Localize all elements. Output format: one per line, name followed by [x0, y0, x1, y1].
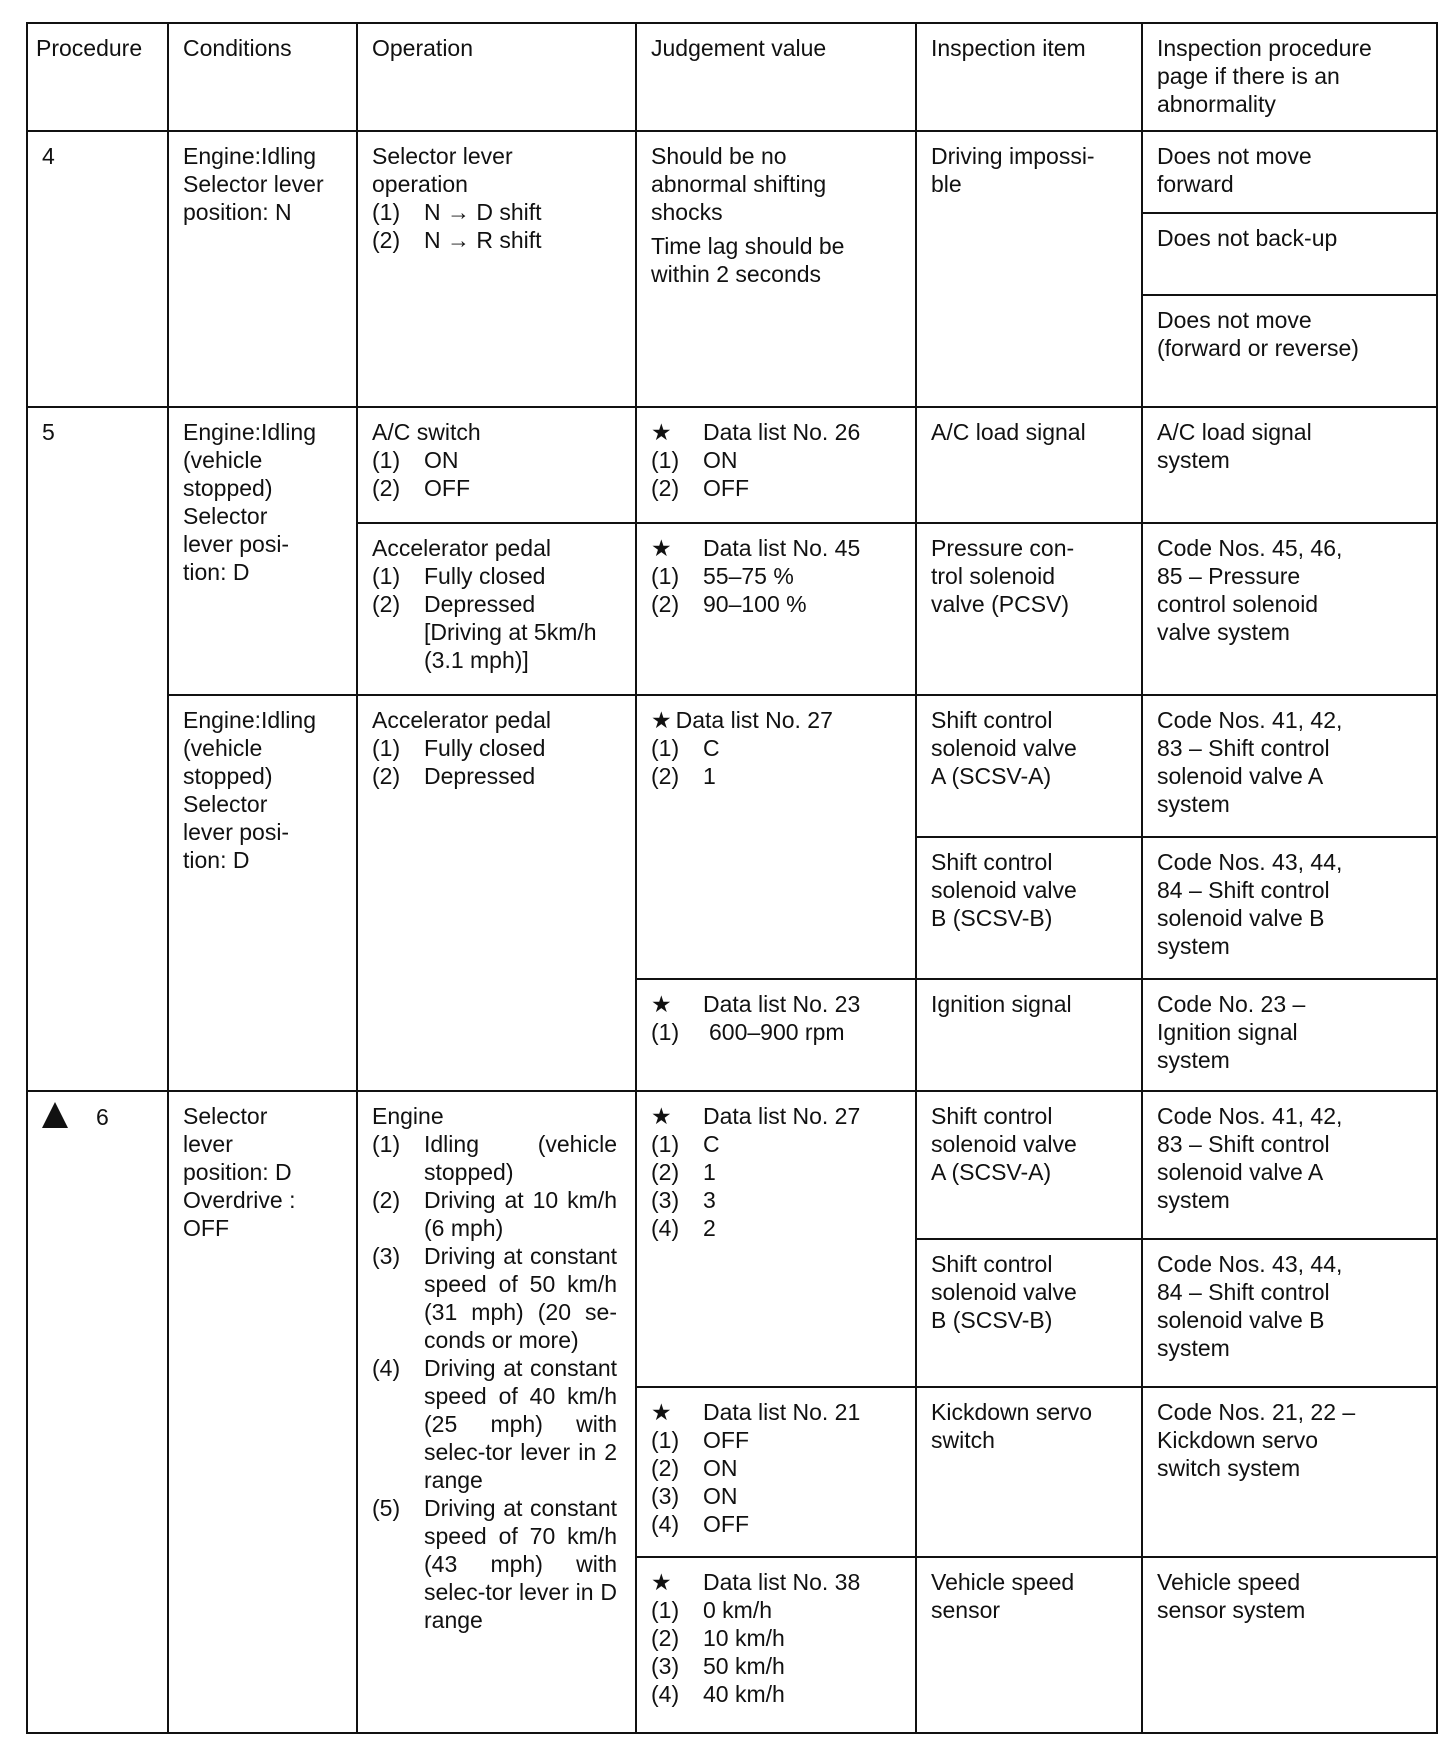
- text-line: Code Nos. 41, 42,: [1157, 1103, 1343, 1129]
- text-line: trol solenoid: [931, 563, 1056, 589]
- text-line: Shift control: [931, 1251, 1053, 1277]
- text-line: [651, 706, 905, 734]
- list-number: (2): [372, 591, 401, 617]
- list-text: OFF: [703, 1511, 749, 1537]
- text-line: system: [1157, 1047, 1230, 1073]
- text-line: Kickdown servo: [1157, 1427, 1319, 1453]
- text-line: sensor system: [1157, 1597, 1306, 1623]
- text-line: Selector: [183, 791, 268, 817]
- star-marker: ★: [651, 707, 672, 733]
- list-item: [372, 474, 625, 502]
- text-line: Driving impossi-: [931, 143, 1095, 169]
- abnormality-4b: [1142, 213, 1437, 295]
- list-text: 40 km/h: [703, 1681, 785, 1707]
- procedure-6: [27, 1091, 168, 1733]
- conditions-4: [168, 131, 357, 407]
- list-number: (3): [651, 1483, 680, 1509]
- list-text: Fully closed: [424, 563, 546, 589]
- list-item: [651, 1596, 905, 1624]
- list-number: (3): [372, 1243, 401, 1269]
- text-line: Engine:Idling: [183, 707, 316, 733]
- list-number: (1): [651, 1597, 680, 1623]
- text-line: Code Nos. 43, 44,: [1157, 849, 1343, 875]
- procedure-4: 4: [27, 131, 168, 407]
- judgement-5c: [636, 695, 916, 979]
- list-text: 1: [703, 1159, 716, 1185]
- text-line: stopped): [183, 763, 273, 789]
- abnormality-5e: [1142, 979, 1437, 1091]
- list-number: (4): [651, 1681, 680, 1707]
- header-abnormality-page: Inspection procedure page if there is an abnormality: [1142, 23, 1437, 131]
- text-line: forward: [1157, 171, 1234, 197]
- list-item: [372, 1354, 617, 1494]
- text-line: Time lag should be: [651, 233, 845, 259]
- list-item: [651, 734, 905, 762]
- list-number: (2): [651, 763, 680, 789]
- list-item: [372, 618, 625, 646]
- list-item: [372, 1242, 617, 1354]
- list-number: (1): [372, 1131, 401, 1157]
- text-line: Selector lever: [183, 171, 324, 197]
- text-line: Code Nos. 21, 22 –: [1157, 1399, 1356, 1425]
- list-text: Depressed: [424, 763, 536, 789]
- list-item: [651, 1680, 905, 1708]
- text-line: (vehicle: [183, 447, 263, 473]
- list-text: OFF: [424, 475, 470, 501]
- judgement-5a: [636, 407, 916, 523]
- list-text: [Driving at 5km/h: [424, 619, 597, 645]
- abnormality-6b: [1142, 1239, 1437, 1387]
- operation-6: [357, 1091, 636, 1733]
- list-number: (4): [651, 1511, 680, 1537]
- text-line: Shift control: [931, 1103, 1053, 1129]
- data-list-title: Data list No. 45: [703, 535, 861, 561]
- list-text: 1: [703, 763, 716, 789]
- list-number: (1): [651, 1131, 680, 1157]
- list-item: [651, 1158, 905, 1186]
- text-line: position: N: [183, 199, 292, 225]
- abnormality-6d: [1142, 1557, 1437, 1733]
- text-line: Does not move: [1157, 143, 1312, 169]
- text-line: [651, 534, 905, 562]
- list-text: 55–75 %: [703, 563, 794, 589]
- judgement-6a: [636, 1091, 916, 1387]
- text-line: lever posi-: [183, 819, 290, 845]
- inspection-item-5b: [916, 523, 1142, 695]
- text-line: system: [1157, 791, 1230, 817]
- inspection-item-6c: [916, 1387, 1142, 1557]
- text-line: A/C load signal: [931, 419, 1086, 445]
- text-line: stopped): [183, 475, 273, 501]
- text-line: system: [1157, 447, 1230, 473]
- star-marker: ★: [651, 1103, 672, 1129]
- table-row: [27, 1091, 1437, 1239]
- list-item: [651, 1426, 905, 1454]
- text-line: B (SCSV-B): [931, 1307, 1053, 1333]
- list-number: (3): [651, 1653, 680, 1679]
- text-line: sensor: [931, 1597, 1001, 1623]
- judgement-4: [636, 131, 916, 407]
- text-line: [651, 1568, 905, 1596]
- abnormality-4c: [1142, 295, 1437, 407]
- text-line: Code No. 23 –: [1157, 991, 1306, 1017]
- text-line: [651, 1102, 905, 1130]
- conditions-5a: [168, 407, 357, 695]
- list-item: [651, 1482, 905, 1510]
- list-item: [372, 1494, 617, 1634]
- procedure-number: 6: [96, 1104, 109, 1130]
- list-item: [651, 1454, 905, 1482]
- conditions-5b: [168, 695, 357, 1091]
- list-text: ON: [703, 447, 738, 473]
- list-number: (2): [372, 763, 401, 789]
- list-item: [651, 1186, 905, 1214]
- text-line: 83 – Shift control: [1157, 1131, 1330, 1157]
- star-marker: ★: [651, 991, 672, 1017]
- list-number: (1): [651, 1019, 680, 1045]
- list-item: [651, 1624, 905, 1652]
- text-line: solenoid valve: [931, 1131, 1077, 1157]
- list-text: 600–900 rpm: [709, 1019, 845, 1045]
- list-text: ON: [703, 1455, 738, 1481]
- list-text: C: [703, 1131, 720, 1157]
- inspection-item-4: [916, 131, 1142, 407]
- text-line: tion: D: [183, 559, 250, 585]
- text-line: solenoid valve: [931, 735, 1077, 761]
- text-line: within 2 seconds: [651, 261, 822, 287]
- list-text: Depressed: [424, 591, 536, 617]
- text-line: Vehicle speed: [931, 1569, 1075, 1595]
- text-line: 84 – Shift control: [1157, 1279, 1330, 1305]
- judgement-5e: [636, 979, 916, 1091]
- list-text: 10 km/h: [703, 1625, 785, 1651]
- list-text: OFF: [703, 1427, 749, 1453]
- inspection-item-5c: [916, 695, 1142, 837]
- text-line: Overdrive :: [183, 1187, 296, 1213]
- text-line: 83 – Shift control: [1157, 735, 1330, 761]
- conditions-6: [168, 1091, 357, 1733]
- list-number: (5): [372, 1495, 401, 1521]
- header-procedure: Procedure: [27, 23, 168, 131]
- list-text: ON: [703, 1483, 738, 1509]
- judgement-5b: [636, 523, 916, 695]
- header-conditions: Conditions: [168, 23, 357, 131]
- list-item: [372, 1186, 617, 1242]
- list-text: Idling (vehicle stopped): [424, 1131, 617, 1185]
- list-text: 3: [703, 1187, 716, 1213]
- text-line: abnormal shifting: [651, 171, 827, 197]
- procedure-5: 5: [27, 407, 168, 1091]
- text-line: Selector: [183, 503, 268, 529]
- table-row: [27, 131, 1437, 213]
- text-line: A (SCSV-A): [931, 1159, 1052, 1185]
- list-number: (4): [651, 1215, 680, 1241]
- list-item: [372, 762, 625, 790]
- list-number: (2): [651, 1625, 680, 1651]
- list-item: [651, 446, 905, 474]
- list-text: N → R shift: [424, 227, 542, 253]
- text-line: [651, 1398, 905, 1426]
- list-number: (2): [372, 475, 401, 501]
- text-line: Ignition signal: [1157, 1019, 1298, 1045]
- text-line: solenoid valve: [931, 1279, 1077, 1305]
- list-item: [372, 1130, 617, 1186]
- inspection-table: [26, 22, 1438, 1734]
- inspection-item-6d: [916, 1557, 1142, 1733]
- abnormality-5a: [1142, 407, 1437, 523]
- list-text: Driving at 10 km/h (6 mph): [424, 1187, 617, 1241]
- text-line: Shift control: [931, 707, 1053, 733]
- list-text: ON: [424, 447, 459, 473]
- text-line: A/C load signal: [1157, 419, 1312, 445]
- text-line: (forward or reverse): [1157, 335, 1359, 361]
- list-number: (1): [372, 447, 401, 473]
- text-line: lever: [183, 1131, 233, 1157]
- abnormality-6a: [1142, 1091, 1437, 1239]
- list-item: [651, 590, 905, 618]
- star-marker: ★: [651, 419, 672, 445]
- text-line: OFF: [183, 1215, 229, 1241]
- judgement-6d: [636, 1557, 916, 1733]
- text-line: Selector lever: [372, 143, 513, 169]
- operation-5b: [357, 523, 636, 695]
- data-list-title: Data list No. 21: [703, 1399, 861, 1425]
- list-number: (2): [651, 591, 680, 617]
- text-line: Ignition signal: [931, 991, 1072, 1017]
- text-line: solenoid valve A: [1157, 1159, 1324, 1185]
- inspection-item-6b: [916, 1239, 1142, 1387]
- text-line: shocks: [651, 199, 723, 225]
- header-row: [27, 23, 1437, 131]
- triangle-marker-icon: [42, 1102, 68, 1128]
- list-item: [372, 734, 625, 762]
- list-text: OFF: [703, 475, 749, 501]
- text-line: solenoid valve A: [1157, 763, 1324, 789]
- text-line: Code Nos. 43, 44,: [1157, 1251, 1343, 1277]
- text-line: Does not back-up: [1157, 225, 1338, 251]
- text-line: position: D: [183, 1159, 292, 1185]
- list-text: (3.1 mph)]: [424, 647, 529, 673]
- abnormality-4a: [1142, 131, 1437, 213]
- list-text: 50 km/h: [703, 1653, 785, 1679]
- text-line: operation: [372, 171, 468, 197]
- data-list-title: Data list No. 27: [703, 1103, 861, 1129]
- list-text: Driving at constant speed of 50 km/h (31 mph) (20 se-conds or more): [424, 1243, 617, 1353]
- star-marker: ★: [651, 1569, 672, 1595]
- text-line: system: [1157, 1335, 1230, 1361]
- list-text: 90–100 %: [703, 591, 807, 617]
- operation-4: [357, 131, 636, 407]
- text-line: tion: D: [183, 847, 250, 873]
- list-item: [651, 1510, 905, 1538]
- text-line: Code Nos. 41, 42,: [1157, 707, 1343, 733]
- text-line: A (SCSV-A): [931, 763, 1052, 789]
- list-number: (1): [651, 1427, 680, 1453]
- list-number: (1): [651, 563, 680, 589]
- list-item: [651, 1018, 905, 1046]
- list-number: (1): [651, 735, 680, 761]
- list-number: (2): [651, 1455, 680, 1481]
- list-text: Driving at constant speed of 40 km/h (25 mph) with selec-tor lever in 2 range: [424, 1355, 617, 1493]
- list-text: C: [703, 735, 720, 761]
- header-operation: Operation: [357, 23, 636, 131]
- data-list-title: Data list No. 23: [703, 991, 861, 1017]
- list-text: 2: [703, 1215, 716, 1241]
- list-item: [372, 562, 625, 590]
- list-number: (1): [372, 735, 401, 761]
- table-row: [27, 407, 1437, 523]
- text-line: lever posi-: [183, 531, 290, 557]
- text-line: 84 – Shift control: [1157, 877, 1330, 903]
- abnormality-5b: [1142, 523, 1437, 695]
- abnormality-5c: [1142, 695, 1437, 837]
- text-line: Accelerator pedal: [372, 535, 551, 561]
- data-list-title: Data list No. 38: [703, 1569, 861, 1595]
- text-line: switch system: [1157, 1455, 1301, 1481]
- text-line: [42, 1102, 157, 1131]
- list-item: [372, 590, 625, 618]
- list-item: [651, 1130, 905, 1158]
- operation-5a: [357, 407, 636, 523]
- abnormality-5d: [1142, 837, 1437, 979]
- text-line: B (SCSV-B): [931, 905, 1053, 931]
- text-line: system: [1157, 933, 1230, 959]
- text-line: Engine: [372, 1103, 444, 1129]
- judgement-6c: [636, 1387, 916, 1557]
- text-line: Selector: [183, 1103, 268, 1129]
- text-line: [651, 990, 905, 1018]
- text-line: valve system: [1157, 619, 1290, 645]
- data-list-title: Data list No. 27: [675, 707, 833, 733]
- list-text: Fully closed: [424, 735, 546, 761]
- text-line: Code Nos. 45, 46,: [1157, 535, 1343, 561]
- text-line: Should be no: [651, 143, 787, 169]
- list-number: (1): [372, 199, 401, 225]
- header-judgement-value: Judgement value: [636, 23, 916, 131]
- inspection-item-5e: [916, 979, 1142, 1091]
- list-item: [651, 562, 905, 590]
- list-number: (2): [372, 227, 401, 253]
- text-line: solenoid valve B: [1157, 1307, 1325, 1333]
- list-item: [651, 1652, 905, 1680]
- list-item: [651, 1214, 905, 1242]
- inspection-item-5d: [916, 837, 1142, 979]
- text-line: 85 – Pressure: [1157, 563, 1301, 589]
- list-item: [651, 474, 905, 502]
- text-line: solenoid valve: [931, 877, 1077, 903]
- list-number: (2): [372, 1187, 401, 1213]
- text-line: system: [1157, 1187, 1230, 1213]
- list-text: 0 km/h: [703, 1597, 773, 1623]
- list-item: [372, 646, 625, 674]
- text-line: A/C switch: [372, 419, 481, 445]
- list-item: [372, 198, 625, 226]
- list-item: [651, 762, 905, 790]
- text-line: control solenoid: [1157, 591, 1319, 617]
- list-number: (2): [651, 1159, 680, 1185]
- text-line: solenoid valve B: [1157, 905, 1325, 931]
- text-line: [651, 418, 905, 446]
- list-number: (1): [651, 447, 680, 473]
- operation-5c: [357, 695, 636, 1091]
- text-line: Kickdown servo: [931, 1399, 1093, 1425]
- text-line: Pressure con-: [931, 535, 1075, 561]
- list-number: (4): [372, 1355, 401, 1381]
- inspection-item-5a: [916, 407, 1142, 523]
- star-marker: ★: [651, 535, 672, 561]
- text-line: Vehicle speed: [1157, 1569, 1301, 1595]
- list-number: (3): [651, 1187, 680, 1213]
- star-marker: ★: [651, 1399, 672, 1425]
- list-item: [372, 226, 625, 254]
- data-list-title: Data list No. 26: [703, 419, 861, 445]
- list-text: N → D shift: [424, 199, 542, 225]
- list-number: (2): [651, 475, 680, 501]
- text-line: ble: [931, 171, 962, 197]
- abnormality-6c: [1142, 1387, 1437, 1557]
- text-line: switch: [931, 1427, 995, 1453]
- text-line: (vehicle: [183, 735, 263, 761]
- header-inspection-item: Inspection item: [916, 23, 1142, 131]
- text-line: valve (PCSV): [931, 591, 1070, 617]
- text-line: Engine:Idling: [183, 143, 316, 169]
- text-line: Does not move: [1157, 307, 1312, 333]
- text-line: Shift control: [931, 849, 1053, 875]
- list-text: Driving at constant speed of 70 km/h (43 mph) with selec-tor lever in D range: [424, 1495, 617, 1633]
- table-row: [27, 695, 1437, 837]
- list-item: [372, 446, 625, 474]
- list-number: (1): [372, 563, 401, 589]
- inspection-item-6a: [916, 1091, 1142, 1239]
- text-line: Accelerator pedal: [372, 707, 551, 733]
- text-line: Engine:Idling: [183, 419, 316, 445]
